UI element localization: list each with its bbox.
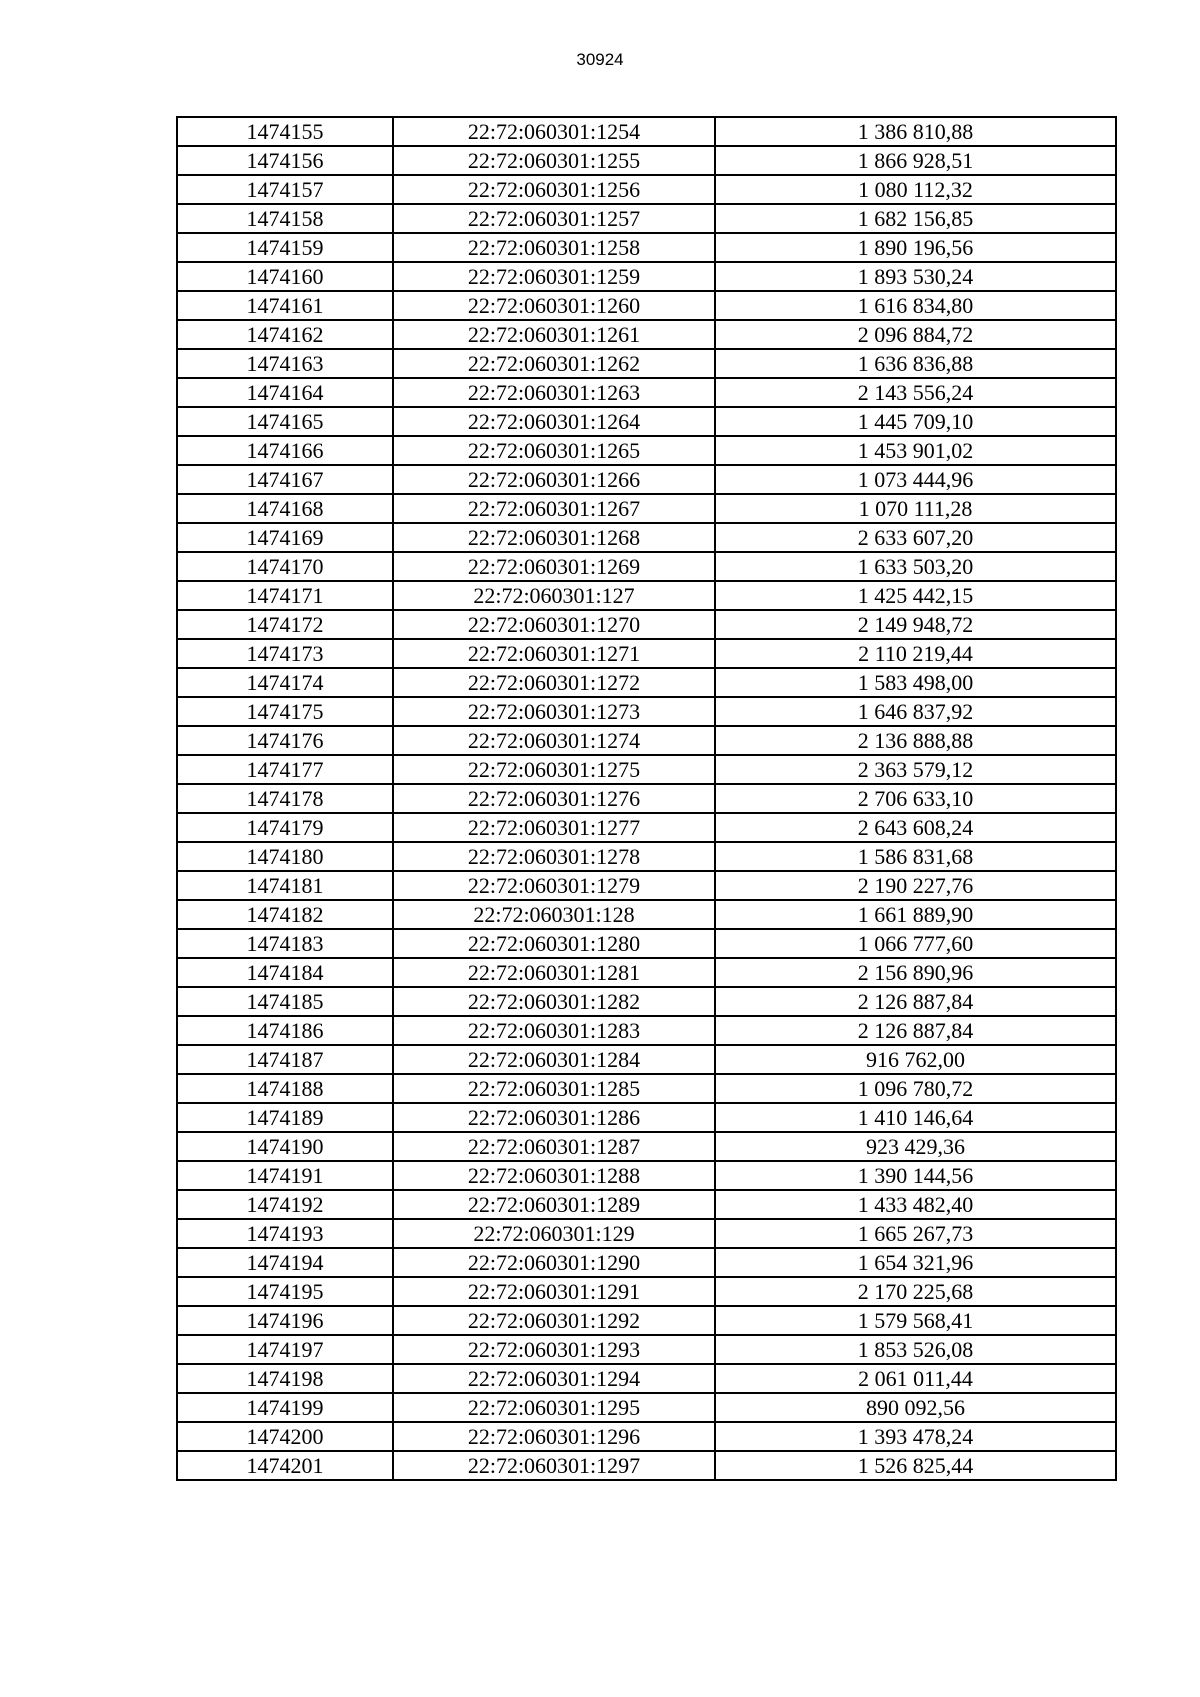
table-row [177,204,1116,233]
cadastral-number-cell: 22:72:060301:1258 [393,233,715,262]
table-row [177,610,1116,639]
table-row [177,1277,1116,1306]
value-cell: 916 762,00 [715,1045,1116,1074]
row-id-cell: 1474160 [177,262,393,291]
row-id-cell: 1474193 [177,1219,393,1248]
table-row [177,320,1116,349]
value-cell: 2 706 633,10 [715,784,1116,813]
table-row [177,407,1116,436]
value-cell: 2 156 890,96 [715,958,1116,987]
table-row [177,436,1116,465]
table-row [177,523,1116,552]
value-cell: 1 393 478,24 [715,1422,1116,1451]
row-id-cell: 1474168 [177,494,393,523]
row-id-cell: 1474173 [177,639,393,668]
row-id-cell: 1474170 [177,552,393,581]
cadastral-number-cell: 22:72:060301:1257 [393,204,715,233]
row-id-cell: 1474200 [177,1422,393,1451]
row-id-cell: 1474184 [177,958,393,987]
value-cell: 890 092,56 [715,1393,1116,1422]
value-cell: 1 445 709,10 [715,407,1116,436]
row-id-cell: 1474156 [177,146,393,175]
cadastral-number-cell: 22:72:060301:1276 [393,784,715,813]
cadastral-number-cell: 22:72:060301:1264 [393,407,715,436]
value-cell: 2 363 579,12 [715,755,1116,784]
cadastral-number-cell: 22:72:060301:1283 [393,1016,715,1045]
table-row [177,668,1116,697]
value-cell: 1 080 112,32 [715,175,1116,204]
value-cell: 1 616 834,80 [715,291,1116,320]
row-id-cell: 1474186 [177,1016,393,1045]
cadastral-number-cell: 22:72:060301:1256 [393,175,715,204]
table-row [177,1364,1116,1393]
row-id-cell: 1474191 [177,1161,393,1190]
cadastral-number-cell: 22:72:060301:1296 [393,1422,715,1451]
row-id-cell: 1474201 [177,1451,393,1480]
row-id-cell: 1474178 [177,784,393,813]
row-id-cell: 1474195 [177,1277,393,1306]
table-row [177,1045,1116,1074]
cadastral-number-cell: 22:72:060301:1278 [393,842,715,871]
row-id-cell: 1474157 [177,175,393,204]
cadastral-number-cell: 22:72:060301:129 [393,1219,715,1248]
table-row [177,929,1116,958]
value-cell: 1 636 836,88 [715,349,1116,378]
value-cell: 1 410 146,64 [715,1103,1116,1132]
value-cell: 1 853 526,08 [715,1335,1116,1364]
value-cell: 1 579 568,41 [715,1306,1116,1335]
cadastral-number-cell: 22:72:060301:1267 [393,494,715,523]
value-cell: 2 061 011,44 [715,1364,1116,1393]
table-row [177,349,1116,378]
cadastral-number-cell: 22:72:060301:1284 [393,1045,715,1074]
value-cell: 2 643 608,24 [715,813,1116,842]
value-cell: 1 866 928,51 [715,146,1116,175]
value-cell: 2 149 948,72 [715,610,1116,639]
table-row [177,494,1116,523]
row-id-cell: 1474182 [177,900,393,929]
table-row [177,1335,1116,1364]
table-row [177,291,1116,320]
table-row [177,900,1116,929]
cadastral-number-cell: 22:72:060301:1279 [393,871,715,900]
cadastral-number-cell: 22:72:060301:1277 [393,813,715,842]
value-cell: 2 143 556,24 [715,378,1116,407]
row-id-cell: 1474155 [177,117,393,146]
row-id-cell: 1474174 [177,668,393,697]
table-row [177,1248,1116,1277]
value-cell: 1 526 825,44 [715,1451,1116,1480]
table-row [177,842,1116,871]
cadastral-number-cell: 22:72:060301:1286 [393,1103,715,1132]
cadastral-number-cell: 22:72:060301:1295 [393,1393,715,1422]
row-id-cell: 1474169 [177,523,393,552]
row-id-cell: 1474185 [177,987,393,1016]
cadastral-number-cell: 22:72:060301:1289 [393,1190,715,1219]
table-row [177,1103,1116,1132]
table-row [177,813,1116,842]
table-row [177,117,1116,146]
table-row [177,726,1116,755]
table-row [177,465,1116,494]
row-id-cell: 1474159 [177,233,393,262]
value-cell: 2 170 225,68 [715,1277,1116,1306]
cadastral-number-cell: 22:72:060301:1262 [393,349,715,378]
table-row [177,378,1116,407]
cadastral-number-cell: 22:72:060301:1272 [393,668,715,697]
cadastral-number-cell: 22:72:060301:1280 [393,929,715,958]
row-id-cell: 1474190 [177,1132,393,1161]
cadastral-number-cell: 22:72:060301:1274 [393,726,715,755]
value-cell: 1 890 196,56 [715,233,1116,262]
row-id-cell: 1474183 [177,929,393,958]
table-row [177,1190,1116,1219]
cadastral-number-cell: 22:72:060301:1275 [393,755,715,784]
table-row [177,581,1116,610]
value-cell: 1 386 810,88 [715,117,1116,146]
table-row [177,639,1116,668]
value-cell: 1 665 267,73 [715,1219,1116,1248]
table-row [177,1306,1116,1335]
row-id-cell: 1474166 [177,436,393,465]
data-table [176,116,1117,1481]
cadastral-number-cell: 22:72:060301:1288 [393,1161,715,1190]
row-id-cell: 1474194 [177,1248,393,1277]
table-row [177,175,1116,204]
row-id-cell: 1474163 [177,349,393,378]
row-id-cell: 1474176 [177,726,393,755]
table-row [177,1393,1116,1422]
row-id-cell: 1474165 [177,407,393,436]
value-cell: 1 633 503,20 [715,552,1116,581]
cadastral-number-cell: 22:72:060301:1266 [393,465,715,494]
value-cell: 1 586 831,68 [715,842,1116,871]
row-id-cell: 1474196 [177,1306,393,1335]
cadastral-number-cell: 22:72:060301:1261 [393,320,715,349]
value-cell: 1 682 156,85 [715,204,1116,233]
value-cell: 1 096 780,72 [715,1074,1116,1103]
value-cell: 1 453 901,02 [715,436,1116,465]
cadastral-number-cell: 22:72:060301:1293 [393,1335,715,1364]
cadastral-number-cell: 22:72:060301:1285 [393,1074,715,1103]
cadastral-number-cell: 22:72:060301:1255 [393,146,715,175]
row-id-cell: 1474171 [177,581,393,610]
value-cell: 1 646 837,92 [715,697,1116,726]
table-body [177,117,1116,1480]
row-id-cell: 1474175 [177,697,393,726]
cadastral-number-cell: 22:72:060301:1297 [393,1451,715,1480]
page-number: 30924 [576,50,624,69]
cadastral-number-cell: 22:72:060301:1268 [393,523,715,552]
row-id-cell: 1474167 [177,465,393,494]
value-cell: 923 429,36 [715,1132,1116,1161]
cadastral-number-cell: 22:72:060301:1265 [393,436,715,465]
table-row [177,784,1116,813]
table-row [177,1219,1116,1248]
value-cell: 2 126 887,84 [715,987,1116,1016]
value-cell: 1 390 144,56 [715,1161,1116,1190]
value-cell: 2 136 888,88 [715,726,1116,755]
table-row [177,871,1116,900]
row-id-cell: 1474158 [177,204,393,233]
table-row [177,697,1116,726]
cadastral-number-cell: 22:72:060301:1292 [393,1306,715,1335]
value-cell: 1 425 442,15 [715,581,1116,610]
value-cell: 1 661 889,90 [715,900,1116,929]
cadastral-number-cell: 22:72:060301:1282 [393,987,715,1016]
row-id-cell: 1474189 [177,1103,393,1132]
cadastral-number-cell: 22:72:060301:1287 [393,1132,715,1161]
value-cell: 2 190 227,76 [715,871,1116,900]
value-cell: 1 066 777,60 [715,929,1116,958]
cadastral-number-cell: 22:72:060301:1271 [393,639,715,668]
row-id-cell: 1474192 [177,1190,393,1219]
cadastral-number-cell: 22:72:060301:1294 [393,1364,715,1393]
value-cell: 1 070 111,28 [715,494,1116,523]
table-row [177,233,1116,262]
cadastral-number-cell: 22:72:060301:1281 [393,958,715,987]
cadastral-number-cell: 22:72:060301:127 [393,581,715,610]
table-row [177,755,1116,784]
table-row [177,146,1116,175]
row-id-cell: 1474179 [177,813,393,842]
table-row [177,1132,1116,1161]
value-cell: 1 073 444,96 [715,465,1116,494]
value-cell: 1 893 530,24 [715,262,1116,291]
row-id-cell: 1474180 [177,842,393,871]
cadastral-number-cell: 22:72:060301:1269 [393,552,715,581]
row-id-cell: 1474198 [177,1364,393,1393]
table-row [177,1074,1116,1103]
table-row [177,1422,1116,1451]
value-cell: 2 126 887,84 [715,1016,1116,1045]
cadastral-number-cell: 22:72:060301:1270 [393,610,715,639]
row-id-cell: 1474199 [177,1393,393,1422]
table-row [177,1451,1116,1480]
row-id-cell: 1474161 [177,291,393,320]
row-id-cell: 1474162 [177,320,393,349]
table-row [177,987,1116,1016]
table-row [177,262,1116,291]
value-cell: 2 110 219,44 [715,639,1116,668]
cadastral-number-cell: 22:72:060301:1291 [393,1277,715,1306]
value-cell: 2 633 607,20 [715,523,1116,552]
table-row [177,1161,1116,1190]
row-id-cell: 1474188 [177,1074,393,1103]
cadastral-number-cell: 22:72:060301:1263 [393,378,715,407]
cadastral-number-cell: 22:72:060301:1259 [393,262,715,291]
cadastral-number-cell: 22:72:060301:1290 [393,1248,715,1277]
table-row [177,552,1116,581]
value-cell: 1 433 482,40 [715,1190,1116,1219]
cadastral-number-cell: 22:72:060301:1273 [393,697,715,726]
cadastral-number-cell: 22:72:060301:1260 [393,291,715,320]
row-id-cell: 1474181 [177,871,393,900]
row-id-cell: 1474197 [177,1335,393,1364]
row-id-cell: 1474164 [177,378,393,407]
table-row [177,1016,1116,1045]
row-id-cell: 1474177 [177,755,393,784]
value-cell: 1 583 498,00 [715,668,1116,697]
value-cell: 1 654 321,96 [715,1248,1116,1277]
value-cell: 2 096 884,72 [715,320,1116,349]
cadastral-number-cell: 22:72:060301:128 [393,900,715,929]
row-id-cell: 1474187 [177,1045,393,1074]
row-id-cell: 1474172 [177,610,393,639]
cadastral-number-cell: 22:72:060301:1254 [393,117,715,146]
table-row [177,958,1116,987]
